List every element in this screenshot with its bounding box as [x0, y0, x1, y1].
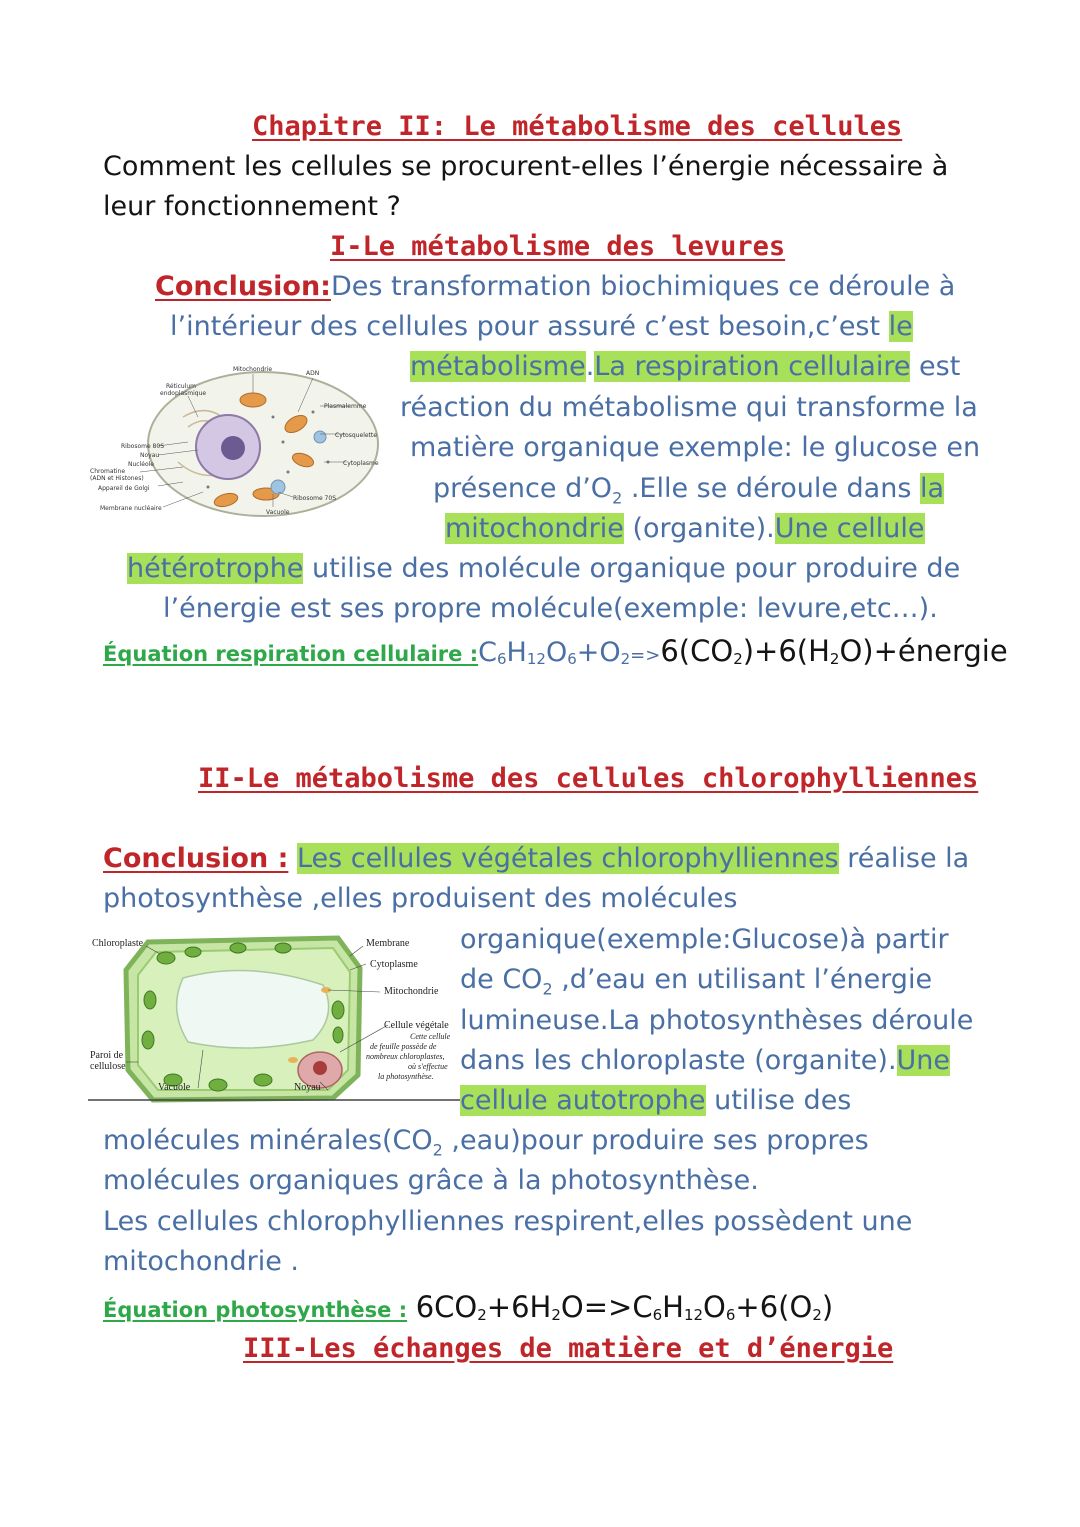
- equation-label: Équation photosynthèse :: [103, 1298, 408, 1322]
- eq-part: H: [506, 637, 527, 668]
- label-chromatine: Chromatine: [90, 468, 126, 475]
- question-line-1: Comment les cellules se procurent-elles l’énergie nécessaire à: [103, 151, 949, 182]
- eq-part: O)+énergie: [839, 634, 1008, 668]
- label-mitochondrie: Mitochondrie: [233, 366, 273, 373]
- eq-sub: 6: [725, 1306, 736, 1324]
- highlight: mitochondrie: [445, 513, 624, 544]
- label-endoplasmique: endoplasmique: [160, 390, 207, 397]
- eq-sub: 6: [567, 650, 577, 668]
- label-noyau: Noyau: [140, 452, 160, 459]
- eq-sub: 2: [620, 650, 631, 668]
- text-span: Des transformation biochimiques ce déroule à: [330, 271, 956, 302]
- section-1-paragraph-line-9: l’énergie est ses propre molécule(exemple: levure,etc…).: [163, 593, 938, 624]
- highlight: Une: [896, 1045, 951, 1076]
- nucleolus-shape: [221, 436, 245, 460]
- section-2-paragraph-line-1: [103, 840, 969, 878]
- section-1-title: I-Le métabolisme des levures: [330, 231, 786, 262]
- respiration-equation: [103, 632, 1008, 678]
- caption-line-3: nombreux chloroplastes,: [366, 1052, 445, 1061]
- section-2-paragraph-line-9: molécules organiques grâce à la photosynthèse.: [103, 1165, 759, 1196]
- text-span: est: [910, 351, 961, 382]
- highlight: cellule autotrophe: [460, 1085, 706, 1116]
- conclusion-label: Conclusion :: [103, 843, 289, 874]
- text-span: dans les chloroplaste (organite).: [460, 1045, 897, 1076]
- label-cellule-vegetale: Cellule végétale: [384, 1020, 449, 1031]
- text-span: ,eau)pour produire ses propres: [442, 1125, 869, 1156]
- eq-part: +6H: [486, 1290, 552, 1324]
- eq-sub: 6: [652, 1306, 663, 1324]
- caption-line-4: où s'effectue: [408, 1062, 448, 1071]
- text-span: présence d’O: [433, 473, 613, 504]
- section-1-paragraph-line-5: matière organique exemple: le glucose en: [410, 432, 981, 463]
- label-paroi-1: Paroi de: [90, 1050, 124, 1061]
- chapter-title: Chapitre II: Le métabolisme des cellules: [252, 111, 903, 142]
- equation-formula-end: [660, 634, 1007, 668]
- eq-part: C: [478, 637, 497, 668]
- eq-sub: 6: [496, 650, 507, 668]
- label-ribosome-70s: Ribosome 70S: [293, 495, 336, 502]
- text-span: (organite).: [623, 513, 775, 544]
- subscript: 2: [612, 488, 623, 508]
- equation-formula-start: [478, 637, 660, 668]
- subscript: 2: [542, 979, 553, 999]
- conclusion-label: Conclusion:: [155, 271, 331, 302]
- label-mitochondrie: Mitochondrie: [384, 986, 439, 997]
- eq-part: H: [662, 1290, 684, 1324]
- eq-part: 6CO: [415, 1290, 478, 1324]
- label-golgi: Appareil de Golgi: [98, 485, 150, 492]
- text-span: utilise des molécule organique pour produire de: [303, 553, 961, 584]
- text-span: .: [585, 351, 595, 382]
- subscript: 2: [432, 1140, 443, 1160]
- label-plasmalemme: Plasmalemme: [324, 403, 367, 410]
- section-2-paragraph-line-6: [460, 1042, 950, 1080]
- eq-part: O=>C: [560, 1290, 653, 1324]
- section-2-paragraph-line-10: Les cellules chlorophylliennes respirent,elles possèdent une: [103, 1206, 913, 1237]
- eq-part: +O: [576, 637, 621, 668]
- label-membrane-nucleaire: Membrane nucléaire: [100, 505, 162, 512]
- vacuole-shape: [177, 970, 329, 1048]
- section-2-title: II-Le métabolisme des cellules chlorophylliennes: [198, 763, 979, 794]
- label-ribosome-80s: Ribosome 80S: [121, 443, 164, 450]
- eq-sub: 2: [829, 650, 840, 668]
- section-2-paragraph-line-2: photosynthèse ,elles produisent des molécules: [103, 883, 738, 914]
- section-1-paragraph-line-3: [410, 348, 960, 386]
- eq-part: +6(O: [735, 1290, 813, 1324]
- text-span: de CO: [460, 964, 543, 995]
- text-span: réalise la: [838, 843, 970, 874]
- highlight: la: [919, 473, 945, 504]
- label-adn: ADN: [306, 370, 320, 377]
- text-span: l’intérieur des cellules pour assuré c’est besoin,c’est: [170, 311, 889, 342]
- eq-sub: 2: [477, 1306, 487, 1324]
- eq-part: 6(CO: [660, 634, 734, 668]
- eq-sub: 12: [683, 1306, 704, 1324]
- highlight: Une cellule: [774, 513, 925, 544]
- text-span: molécules minérales(CO: [103, 1125, 433, 1156]
- highlight: le: [888, 311, 913, 342]
- section-2-paragraph-line-7: [460, 1082, 851, 1120]
- highlight: Les cellules végétales chlorophylliennes: [296, 843, 839, 874]
- label-chloroplaste: Chloroplaste: [92, 938, 144, 949]
- equation-label: Équation respiration cellulaire :: [103, 642, 479, 666]
- section-1-paragraph-line-1: [155, 268, 955, 306]
- photosynthesis-equation: [103, 1288, 833, 1334]
- equation-formula: [416, 1290, 833, 1324]
- eq-sub: 2: [733, 650, 743, 668]
- section-1-paragraph-line-8: [127, 550, 960, 588]
- plant-cell-diagram: [88, 930, 460, 1108]
- section-2-paragraph-line-3: organique(exemple:Glucose)à partir: [460, 924, 949, 955]
- highlight: métabolisme: [410, 351, 586, 382]
- eq-sub: 12: [526, 650, 546, 668]
- animal-cell-diagram: [88, 362, 388, 532]
- label-adn-histones: (ADN et Histones): [90, 475, 144, 482]
- caption-line-2: de feuille possède de: [370, 1042, 437, 1051]
- text-span: ,d’eau en utilisant l’énergie: [552, 964, 933, 995]
- section-2-paragraph-line-11: mitochondrie .: [103, 1246, 300, 1277]
- label-cytoplasme: Cytoplasme: [343, 460, 379, 467]
- label-paroi-2: cellulose: [90, 1061, 126, 1072]
- highlight: hétérotrophe: [127, 553, 304, 584]
- label-membrane: Membrane: [366, 938, 410, 949]
- label-reticulum: Réticulum: [166, 383, 197, 390]
- caption-line-1: Cette cellule: [410, 1032, 451, 1041]
- eq-sub: 2: [812, 1306, 822, 1324]
- section-2-paragraph-line-5: lumineuse.La photosynthèses déroule: [460, 1005, 974, 1036]
- label-vacuole: Vacuole: [266, 509, 290, 516]
- eq-sub: 2: [551, 1306, 561, 1324]
- label-vacuole: Vacuole: [158, 1082, 191, 1093]
- label-cytoplasme: Cytoplasme: [370, 959, 418, 970]
- eq-part: =>: [630, 645, 661, 666]
- nucleolus-shape: [313, 1061, 327, 1075]
- label-noyau: Noyau: [294, 1082, 321, 1093]
- section-1-paragraph-line-2: [170, 308, 913, 346]
- eq-part: O: [703, 1290, 726, 1324]
- eq-part: )+6(H: [742, 634, 830, 668]
- section-3-title: III-Les échanges de matière et d’énergie: [243, 1333, 894, 1364]
- eq-part: O: [545, 637, 568, 668]
- caption-line-5: la photosynthèse.: [378, 1072, 434, 1081]
- label-cytosquelette: Cytosquelette: [335, 432, 377, 439]
- highlight: La respiration cellulaire: [594, 351, 911, 382]
- section-1-paragraph-line-7: [445, 510, 925, 548]
- section-1-paragraph-line-4: réaction du métabolisme qui transforme la: [400, 392, 978, 423]
- label-nucleole: Nucléole: [128, 461, 154, 468]
- question-line-2: leur fonctionnement ?: [103, 191, 401, 222]
- text-span: utilise des: [705, 1085, 852, 1116]
- eq-part: ): [821, 1290, 834, 1324]
- text-span: .Elle se déroule dans: [622, 473, 920, 504]
